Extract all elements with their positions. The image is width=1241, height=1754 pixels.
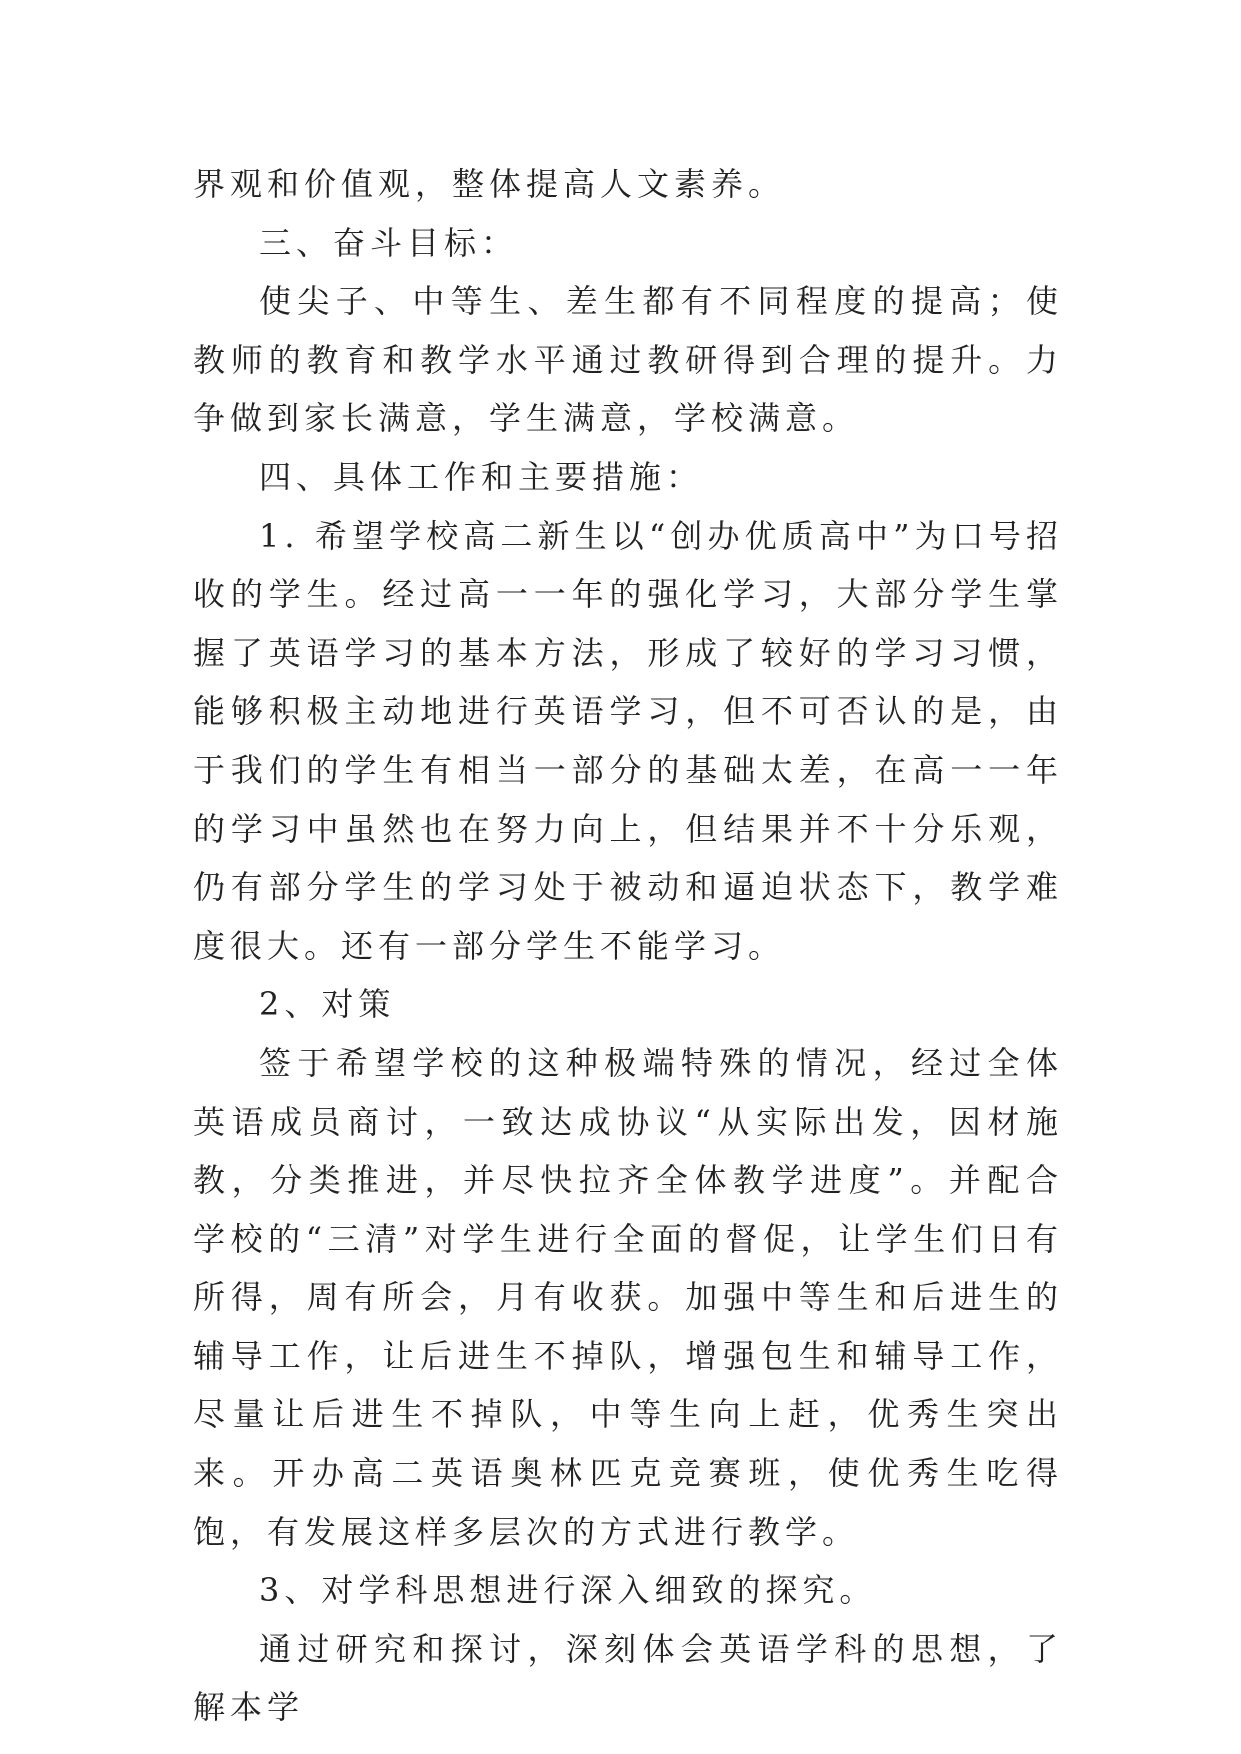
document-body	[193, 155, 1063, 1737]
paragraph-countermeasures: 签于希望学校的这种极端特殊的情况，经过全体英语成员商讨，一致达成协议“从实际出发，因材施教，分类推进，并尽快拉齐全体教学进度”。并配合学校的“三清”对学生进行全面的督促，让学生们日有所得，周有所会，月有收获。加强中等生和后进生的辅导工作，让后进生不掉队，增强包生和辅导工作，尽量让后进生不掉队，中等生向上赶，优秀生突出来。开办高二英语奥林匹克竞赛班，使优秀生吃得饱，有发展这样多层次的方式进行教学。	[193, 1043, 1063, 1551]
paragraph-measure-1: 1. 希望学校高二新生以“创办优质高中”为口号招收的学生。经过高一一年的强化学习，大部分学生掌握了英语学习的基本方法，形成了较好的学习习惯，能够积极主动地进行英语学习，但不可否认的是，由于我们的学生有相当一部分的基础太差，在高一一年的学习中虽然也在努力向上，但结果并不十分乐观，仍有部分学生的学习处于被动和逼迫状态下，教学难度很大。还有一部分学生不能学习。	[193, 516, 1063, 965]
heading-measures: 四、具体工作和主要措施：	[259, 457, 704, 496]
heading-subject-thinking: 3、对学科思想进行深入细致的探究。	[259, 1571, 877, 1610]
heading-countermeasures: 2、对策	[259, 985, 396, 1024]
paragraph-goals: 使尖子、中等生、差生都有不同程度的提高；使教师的教育和教学水平通过教研得到合理的提升。力争做到家长满意，学生满意，学校满意。	[193, 282, 1063, 438]
paragraph-continuation: 界观和价值观，整体提高人文素养。	[193, 165, 786, 203]
paragraph-subject-thinking: 通过研究和探讨，深刻体会英语学科的思想，了解本学	[193, 1629, 1063, 1727]
heading-goals: 三、奋斗目标：	[259, 223, 519, 262]
